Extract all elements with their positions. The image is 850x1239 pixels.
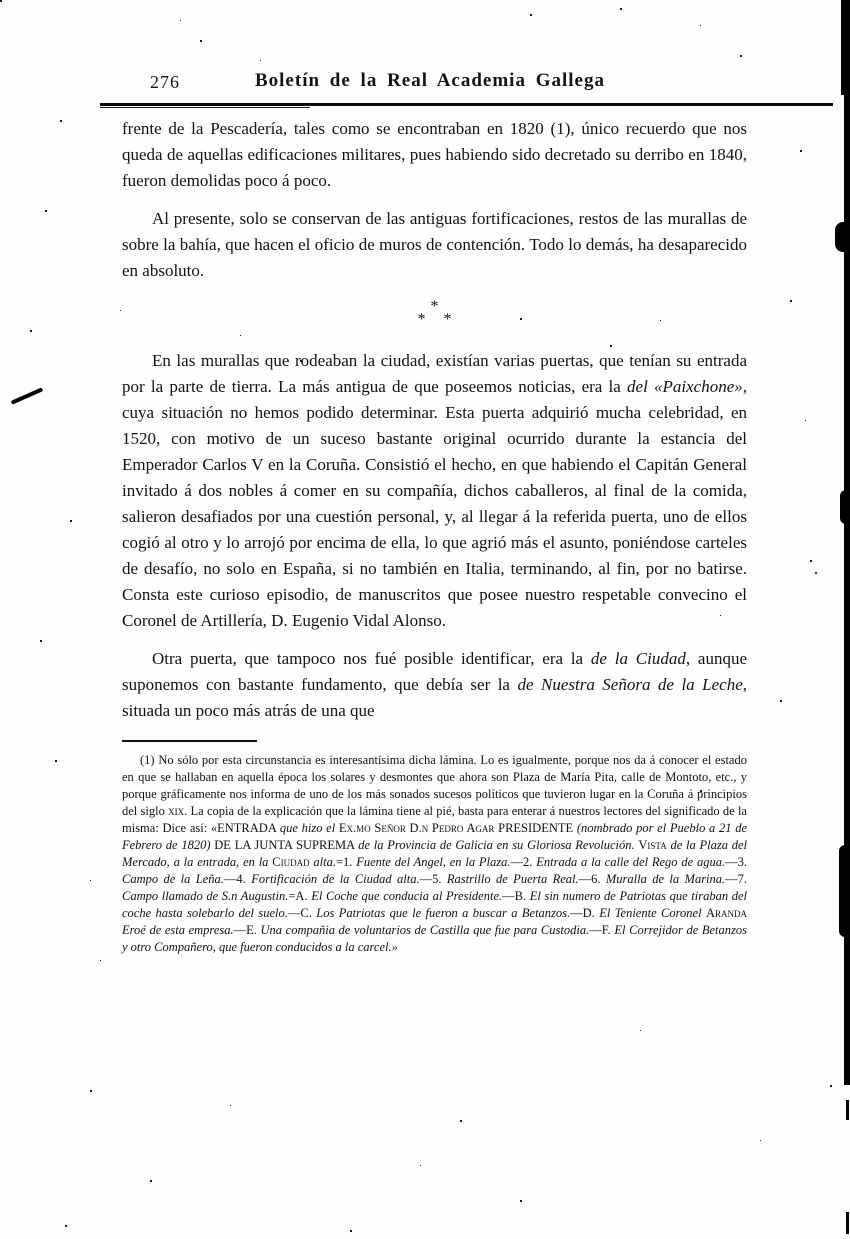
text-segment: Ex.mo Señor D.n Pedro Agar: [338, 821, 499, 835]
text-segment: —C.: [287, 906, 317, 920]
scan-edge-artifact: [841, 0, 850, 95]
text-segment: Campo llamado de S.n Augustin.: [122, 889, 289, 903]
text-segment: —2.: [510, 855, 537, 869]
paragraph: [122, 206, 747, 284]
text-segment: de la Provincia de Galicia en su Gloriosa Revolución.: [358, 838, 639, 852]
footnote: [122, 752, 747, 956]
text-segment: Otra puerta, que tampoco nos fué posible identificar, era la: [152, 649, 591, 668]
text-segment: —D.: [570, 906, 600, 920]
text-segment: —7.: [725, 872, 748, 886]
body-text: [122, 116, 747, 956]
text-segment: El Correjidor de Betanzos y otro Compañero, que fueron conducidos a la carcel.»: [122, 923, 748, 954]
text-segment: Una compañia de voluntarios de Castilla que fue para Custodia.: [260, 923, 590, 937]
page-title: Boletín de la Real Academia Gallega: [254, 70, 605, 91]
text-segment: —5.: [419, 872, 447, 886]
paragraph: [122, 348, 747, 634]
text-segment: Muralla de la Marina.: [605, 872, 726, 886]
asterism-separator: [122, 300, 747, 326]
text-segment: PRESIDENTE: [498, 821, 577, 835]
text-segment: —4.: [223, 872, 252, 886]
text-segment: . La copia de la explicación que la lámina tiene al pié, basta para enterar á nuestros lectores del significado de la misma: Dice así: «ENTRADA: [122, 804, 747, 835]
text-segment: frente de la Pescadería, tales como se encontraban en 1820 (1), único recuerdo que nos queda de aquellas edificaciones militares, pues habiendo sido decretado su derribo en 1840, fueron demolidas poco á poco.: [122, 119, 747, 190]
text-segment: Eroé de esta empresa.: [122, 923, 234, 937]
text-segment: Fuente del Angel, en la Plaza.: [356, 855, 511, 869]
text-segment: Vista: [638, 838, 671, 852]
text-segment: Rastrillo de Puerta Real.: [446, 872, 579, 886]
text-segment: de Nuestra Señora de la Leche: [517, 675, 743, 694]
header-rule: [100, 103, 833, 106]
text-segment: alta.: [313, 855, 336, 869]
text-segment: En las murallas que rodeaban la ciudad, existían varias puertas, que tenían su entrada por la parte de tierra. La más antigua de que poseemos noticias, era la: [122, 351, 747, 396]
text-segment: El Teniente Coronel: [599, 906, 706, 920]
asterism-bottom: * *: [417, 311, 452, 328]
text-segment: , situada un poco más atrás de una que: [122, 675, 747, 720]
text-segment: Los Patriotas que le fueron a buscar a Betanzos.: [316, 906, 571, 920]
text-segment: de la Plaza del Mercado, a la entrada, en la: [122, 838, 748, 869]
text-segment: El Coche que conducia al Presidente.: [311, 889, 503, 903]
text-segment: Campo de la Leña.: [122, 872, 224, 886]
scan-edge-artifact: [835, 222, 850, 252]
scan-noise: [0, 0, 1, 1]
asterism-top: *: [430, 298, 439, 315]
text-segment: Aranda: [705, 906, 747, 920]
paragraph: [122, 116, 747, 194]
text-segment: —6.: [578, 872, 606, 886]
scan-edge-artifact: [839, 845, 850, 937]
scan-edge-artifact: [846, 1100, 849, 1120]
text-segment: Entrada a la calle del Rego de agua.: [536, 855, 726, 869]
text-segment: El sin numero de Patriotas que tiraban del coche hasta solebarlo del suelo.: [122, 889, 748, 920]
text-segment: =1.: [336, 855, 357, 869]
text-segment: de la Ciudad: [590, 649, 686, 668]
text-segment: DE LA JUNTA SUPREMA: [214, 838, 359, 852]
text-segment: Fortificación de la Ciudad alta.: [251, 872, 420, 886]
text-segment: Al presente, solo se conservan de las antiguas fortificaciones, restos de las murallas de sobre la bahía, que hacen el oficio de muros de contención. Todo lo demás, ha desaparecido en absoluto.: [122, 209, 747, 280]
text-segment: Ciudad: [272, 855, 314, 869]
text-segment: (1) No sólo por esta circunstancia es interesantísima dicha lámina. Lo es igualmente, porque nos da á conocer el estado en que se hallaban en aquella época los solares y desmontes que ahora son Plaza de María Pita, calle de Montoto, etc., y porque gráficamente nos informa de uno de los más sonados sucesos políticos que tuvieron lugar en la Coruña á principios del siglo: [122, 753, 747, 818]
text-segment: , aunque suponemos con bastante fundamento, que debía ser la: [122, 649, 747, 694]
text-segment: xix: [168, 804, 185, 818]
pen-mark: [11, 387, 44, 404]
text-segment: del «Paixchone»: [627, 377, 743, 396]
text-segment: —3.: [725, 855, 747, 869]
scan-edge-artifact: [840, 490, 850, 524]
footnote-rule: [122, 740, 257, 742]
paragraph: [122, 646, 747, 724]
text-segment: (nombrado por el Pueblo a 21 de Febrero de 1820): [122, 821, 747, 852]
scan-edge-artifact: [846, 1212, 849, 1234]
text-segment: —B.: [502, 889, 530, 903]
text-segment: , cuya situación no hemos podido determinar. Esta puerta adquirió mucha celebridad, en 1520, con motivo de un suceso bastante original ocurrido durante la estancia del Emperador Carlos V en la Coruña. Consistió el hecho, en que habiendo el Capitán General invitado á dos nobles á comer en su compañía, dichos caballeros, al final de la comida, salieron desafiados por una cuestión personal, y, al llegar á la referida puerta, uno de ellos cogió al otro y lo arrojó por encima de ella, lo que agrió más el asunto, poniéndose carteles de desafío, no solo en España, si no también en Italia, terminando, al fin, por no batirse. Consta este curioso episodio, de manuscritos que posee nuestro respetable convecino el Coronel de Artillería, D. Eugenio Vidal Alonso.: [122, 377, 747, 630]
text-segment: =A.: [288, 889, 312, 903]
page-number: 276: [150, 72, 180, 92]
text-segment: —F.: [589, 923, 615, 937]
text-segment: que hizo el: [279, 821, 339, 835]
text-segment: —E.: [233, 923, 261, 937]
